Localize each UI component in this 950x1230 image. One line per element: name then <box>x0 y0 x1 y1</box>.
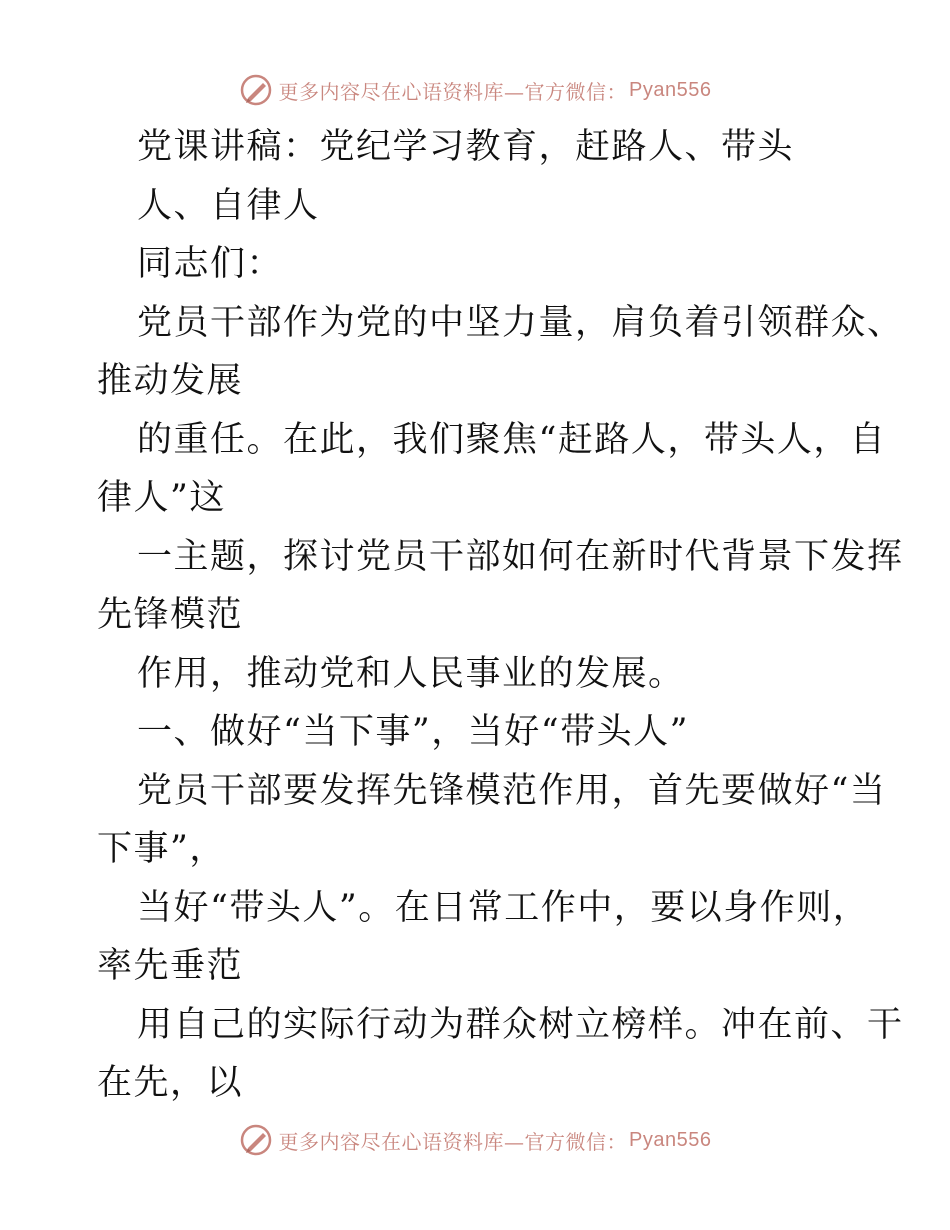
text-line: 党课讲稿：党纪学习教育，赶路人、带头 <box>137 127 795 167</box>
text-line: 同志们： <box>137 244 284 284</box>
text-line: 在先，以 <box>97 1063 244 1103</box>
footer-watermark <box>0 1120 950 1160</box>
text-line: 律人”这 <box>97 478 226 518</box>
watermark-wechat-id: Pyan556 <box>629 1128 712 1151</box>
document-body <box>97 118 904 1113</box>
text-line: 党员干部作为党的中坚力量，肩负着引领群众、 <box>137 302 904 343</box>
text-line: 当好“带头人”。在日常工作中，要以身作则， <box>137 887 870 928</box>
text-line: 的重任。在此，我们聚焦“赶路人，带头人，自 <box>137 419 887 460</box>
pen-logo-icon <box>239 1123 273 1157</box>
text-line: 一、做好“当下事”，当好“带头人” <box>137 712 690 752</box>
watermark-wechat-id: Pyan556 <box>629 78 712 101</box>
text-line: 用自己的实际行动为群众树立榜样。冲在前、干 <box>137 1004 904 1045</box>
text-line: 先锋模范 <box>97 595 244 635</box>
watermark-text: 更多内容尽在心语资料库—官方微信： <box>278 79 628 104</box>
watermark-text: 更多内容尽在心语资料库—官方微信： <box>278 1129 628 1154</box>
text-line: 推动发展 <box>97 361 244 401</box>
text-line: 一主题，探讨党员干部如何在新时代背景下发挥 <box>137 536 904 577</box>
text-line: 人、自律人 <box>137 185 320 226</box>
text-line: 党员干部要发挥先锋模范作用，首先要做好“当 <box>137 770 887 811</box>
header-watermark <box>0 70 950 110</box>
text-line: 作用，推动党和人民事业的发展。 <box>137 653 685 694</box>
text-line: 下事”， <box>97 829 226 869</box>
text-line: 率先垂范 <box>97 946 244 986</box>
pen-logo-icon <box>239 73 273 107</box>
